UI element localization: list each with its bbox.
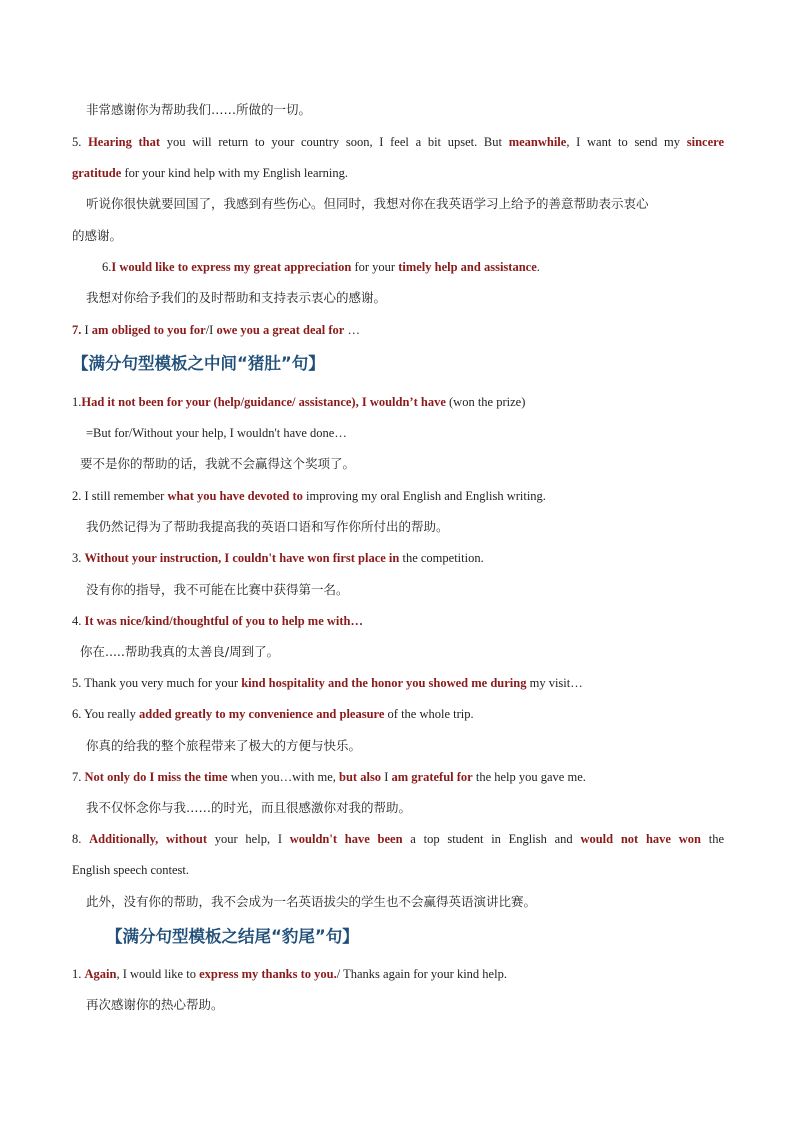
- middle-sentence-6: 6. You really added greatly to my convenience and pleasure of the whole trip.: [72, 707, 474, 721]
- middle-sentence-4: 4. It was nice/kind/thoughtful of you to help me with…: [72, 614, 364, 628]
- middle-sentence-1: 1.Had it not been for your (help/guidance/ assistance), I wouldn’t have (won the prize): [72, 395, 526, 409]
- section-heading-end: 【满分句型模板之结尾“豹尾”句】: [106, 927, 359, 946]
- sentence-6: 6.I would like to express my great appreciation for your timely help and assistance.: [102, 260, 540, 274]
- middle-sentence-3: 3. Without your instruction, I couldn't have won first place in the competition.: [72, 551, 484, 565]
- sentence-5-line-1: 5. Hearing that you will return to your country soon, I feel a bit upset. But meanwhile, I want to send my sincere: [72, 135, 724, 149]
- cn-line: 我仍然记得为了帮助我提高我的英语口语和写作你所付出的帮助。: [86, 519, 449, 534]
- cn-line: 要不是你的帮助的话，我就不会赢得这个奖项了。: [80, 456, 356, 471]
- cn-line: 没有你的指导，我不可能在比赛中获得第一名。: [86, 582, 349, 597]
- middle-sentence-7: 7. Not only do I miss the time when you…with me, but also I am grateful for the help you gave me.: [72, 770, 586, 784]
- cn-line: 你在.....帮助我真的太善良/周到了。: [80, 644, 280, 659]
- cn-line: 听说你很快就要回国了，我感到有些伤心。但同时，我想对你在我英语学习上给予的善意帮助表示衷心: [86, 196, 649, 211]
- middle-sentence-1-alt: =But for/Without your help, I wouldn't have done…: [86, 426, 347, 440]
- middle-sentence-8-line-2: English speech contest.: [72, 863, 189, 877]
- sentence-5-line-2: gratitude for your kind help with my English learning.: [72, 166, 349, 180]
- cn-line: 非常感谢你为帮助我们……所做的一切。: [86, 102, 312, 117]
- section-heading-middle: 【满分句型模板之中间“猪肚”句】: [72, 354, 325, 373]
- cn-line: 此外，没有你的帮助，我不会成为一名英语拔尖的学生也不会赢得英语演讲比赛。: [86, 894, 537, 909]
- cn-line: 的感谢。: [72, 228, 123, 243]
- cn-line: 再次感谢你的热心帮助。: [86, 997, 224, 1012]
- middle-sentence-5: 5. Thank you very much for your kind hospitality and the honor you showed me during my visit…: [72, 676, 583, 690]
- middle-sentence-2: 2. I still remember what you have devoted to improving my oral English and English writing.: [72, 489, 546, 503]
- cn-line: 我不仅怀念你与我……的时光，而且很感激你对我的帮助。: [86, 800, 412, 815]
- middle-sentence-8-line-1: 8. Additionally, without your help, I wouldn't have been a top student in English and would not have won the: [72, 832, 724, 846]
- cn-line: 我想对你给予我们的及时帮助和支持表示衷心的感谢。: [86, 290, 387, 305]
- end-sentence-1: 1. Again, I would like to express my thanks to you./ Thanks again for your kind help.: [72, 967, 507, 981]
- cn-line: 你真的给我的整个旅程带来了极大的方便与快乐。: [86, 738, 362, 753]
- sentence-7: 7. I am obliged to you for/I owe you a great deal for …: [72, 323, 360, 337]
